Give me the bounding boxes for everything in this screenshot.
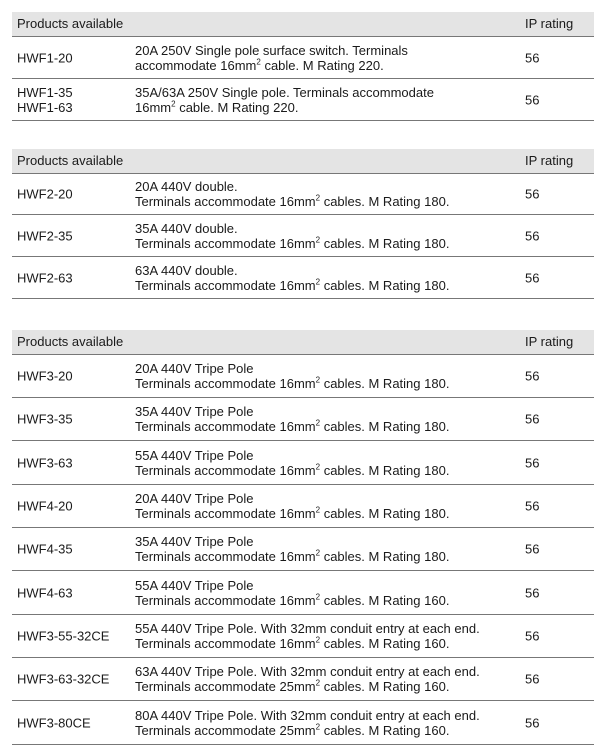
description-text: Terminals accommodate 16mm <box>135 419 316 434</box>
product-description <box>135 43 515 73</box>
products-table-1 <box>12 12 594 121</box>
description-text: cable. M Rating 220. <box>175 99 299 115</box>
description-text: cables. M Rating 180. <box>320 506 450 521</box>
product-code <box>17 629 109 644</box>
superscript-squared: 2 <box>315 678 321 688</box>
description-text: cables. M Rating 180. <box>320 376 450 391</box>
description-line <box>135 419 515 434</box>
product-code <box>17 412 73 427</box>
description-line <box>135 679 515 694</box>
description-line <box>135 278 515 293</box>
description-line <box>135 621 515 636</box>
table-row <box>12 571 594 615</box>
description-text: Terminals accommodate 16mm <box>135 235 316 251</box>
product-code <box>17 672 109 687</box>
product-description <box>135 708 515 738</box>
ip-rating-value: 56 <box>525 186 540 202</box>
table-row <box>12 615 594 658</box>
product-code <box>17 455 73 470</box>
description-text: cables. M Rating 180. <box>320 419 450 434</box>
description-text: 20A 440V Tripe Pole <box>135 491 254 506</box>
description-line <box>135 361 515 376</box>
product-code <box>17 499 73 514</box>
product-code-line: HWF2-63 <box>17 270 73 285</box>
product-code <box>17 715 91 730</box>
description-text: Terminals accommodate 16mm <box>135 277 316 293</box>
ip-rating-value: 56 <box>525 585 540 600</box>
product-code <box>17 187 73 202</box>
description-line <box>135 708 515 723</box>
superscript-squared: 2 <box>315 635 321 645</box>
product-code <box>17 542 73 557</box>
table-row <box>12 398 594 441</box>
description-text: Terminals accommodate 16mm <box>135 462 316 478</box>
product-code-line: HWF1-35 <box>17 84 73 100</box>
description-line <box>135 593 515 608</box>
product-description <box>135 491 515 521</box>
superscript-squared: 2 <box>315 505 321 515</box>
description-text: accommodate 16mm <box>135 57 257 73</box>
superscript-squared: 2 <box>315 592 321 602</box>
description-text: cables. M Rating 180. <box>320 277 450 293</box>
description-line <box>135 58 515 73</box>
ip-rating-value: 56 <box>525 92 540 107</box>
description-text: Terminals accommodate 16mm <box>135 376 316 391</box>
product-code <box>17 228 73 243</box>
description-line <box>135 448 515 463</box>
description-text: 20A 440V double. <box>135 179 238 194</box>
description-text: 35A 440V Tripe Pole <box>135 534 254 549</box>
description-text: 63A 440V double. <box>135 262 238 278</box>
product-code-line: HWF1-63 <box>17 99 73 115</box>
product-description <box>135 578 515 608</box>
product-code <box>17 50 73 65</box>
table-row <box>12 355 594 398</box>
product-code <box>17 270 73 285</box>
product-code-line: HWF2-20 <box>17 186 73 202</box>
product-code-line: HWF1-20 <box>17 50 73 65</box>
ip-rating-value: 56 <box>525 628 540 644</box>
product-code <box>17 585 73 600</box>
header-ip-rating: IP rating <box>525 334 574 349</box>
products-table-2 <box>12 149 594 299</box>
description-line <box>135 723 515 738</box>
description-text: Terminals accommodate 16mm <box>135 549 316 564</box>
table-row <box>12 441 594 485</box>
products-table-3 <box>12 330 594 745</box>
table-header <box>12 12 594 37</box>
description-text: 63A 440V Tripe Pole. With 32mm conduit entry at each end. <box>135 664 480 679</box>
superscript-squared: 2 <box>315 277 321 287</box>
ip-rating-value: 56 <box>525 50 540 65</box>
description-text: 20A 440V Tripe Pole <box>135 361 254 376</box>
superscript-squared: 2 <box>315 193 321 203</box>
header-products-available: Products available <box>17 16 124 31</box>
product-code-line: HWF3-63 <box>17 455 73 470</box>
description-line <box>135 636 515 651</box>
superscript-squared: 2 <box>315 722 321 732</box>
product-description <box>135 221 515 251</box>
superscript-squared: 2 <box>315 548 321 558</box>
description-line <box>135 194 515 209</box>
description-text: 35A 440V double. <box>135 220 238 236</box>
description-line <box>135 491 515 506</box>
description-line <box>135 506 515 521</box>
product-code-line: HWF2-35 <box>17 228 73 243</box>
description-text: cables. M Rating 160. <box>320 636 450 651</box>
description-text: 55A 440V Tripe Pole. With 32mm conduit entry at each end. <box>135 621 480 636</box>
superscript-squared: 2 <box>256 57 261 67</box>
description-text: Terminals accommodate 16mm <box>135 592 316 608</box>
ip-rating-value: 56 <box>525 228 540 243</box>
description-text: cables. M Rating 180. <box>320 235 450 251</box>
description-text: 20A 250V Single pole surface switch. Terminals <box>135 42 408 58</box>
description-text: Terminals accommodate 25mm <box>135 679 316 694</box>
product-code-line: HWF3-35 <box>17 411 73 427</box>
table-row <box>12 528 594 571</box>
description-text: cables. M Rating 160. <box>320 592 450 608</box>
product-description <box>135 404 515 434</box>
description-line <box>135 43 515 58</box>
description-text: Terminals accommodate 16mm <box>135 636 316 651</box>
superscript-squared: 2 <box>315 235 321 245</box>
description-text: 35A/63A 250V Single pole. Terminals accommodate <box>135 84 434 100</box>
description-text: Terminals accommodate 25mm <box>135 722 316 738</box>
table-row <box>12 485 594 528</box>
description-text: cables. M Rating 160. <box>320 679 450 694</box>
ip-rating-value: 56 <box>525 498 540 514</box>
table-row <box>12 37 594 79</box>
description-line <box>135 179 515 194</box>
description-text: cables. M Rating 180. <box>320 462 450 478</box>
ip-rating-value: 56 <box>525 541 540 557</box>
ip-rating-value: 56 <box>525 671 540 687</box>
product-code-line: HWF3-55-32CE <box>17 628 110 644</box>
product-description <box>135 179 515 209</box>
description-line <box>135 236 515 251</box>
description-line <box>135 463 515 478</box>
ip-rating-value: 56 <box>525 368 540 384</box>
ip-rating-value: 56 <box>525 411 540 427</box>
description-line <box>135 664 515 679</box>
description-text: 35A 440V Tripe Pole <box>135 404 254 419</box>
superscript-squared: 2 <box>171 99 176 109</box>
description-text: Terminals accommodate 16mm <box>135 194 316 209</box>
product-description <box>135 361 515 391</box>
description-text: 55A 440V Tripe Pole <box>135 447 254 463</box>
product-description <box>135 664 515 694</box>
product-description <box>135 621 515 651</box>
product-code-line: HWF3-80CE <box>17 715 91 730</box>
description-text: 16mm <box>135 99 172 115</box>
header-products-available: Products available <box>17 153 124 168</box>
header-ip-rating: IP rating <box>525 153 574 168</box>
ip-rating-value: 56 <box>525 270 540 285</box>
description-text: cables. M Rating 160. <box>320 722 450 738</box>
header-ip-rating: IP rating <box>525 16 574 31</box>
product-code-line: HWF4-35 <box>17 541 73 557</box>
table-row <box>12 701 594 745</box>
superscript-squared: 2 <box>315 418 321 428</box>
description-line <box>135 263 515 278</box>
table-row <box>12 215 594 257</box>
product-code-line: HWF4-20 <box>17 498 73 514</box>
table-header <box>12 149 594 174</box>
description-line <box>135 534 515 549</box>
product-code-line: HWF3-20 <box>17 368 73 384</box>
product-description <box>135 263 515 293</box>
description-text: cable. M Rating 220. <box>260 57 384 73</box>
product-code-line: HWF3-63-32CE <box>17 671 110 687</box>
product-code <box>17 85 73 115</box>
description-line <box>135 376 515 391</box>
table-row <box>12 79 594 121</box>
description-text: 55A 440V Tripe Pole <box>135 577 254 593</box>
description-text: cables. M Rating 180. <box>320 194 450 209</box>
description-line <box>135 578 515 593</box>
description-line <box>135 85 515 100</box>
table-header <box>12 330 594 355</box>
description-text: cables. M Rating 180. <box>320 549 450 564</box>
description-line <box>135 549 515 564</box>
description-line <box>135 404 515 419</box>
description-line <box>135 100 515 115</box>
product-description <box>135 85 515 115</box>
ip-rating-value: 56 <box>525 715 540 730</box>
description-line <box>135 221 515 236</box>
table-row <box>12 174 594 215</box>
description-text: Terminals accommodate 16mm <box>135 506 316 521</box>
header-products-available: Products available <box>17 334 124 349</box>
superscript-squared: 2 <box>315 375 321 385</box>
superscript-squared: 2 <box>315 462 321 472</box>
product-description <box>135 448 515 478</box>
product-code <box>17 369 73 384</box>
product-description <box>135 534 515 564</box>
ip-rating-value: 56 <box>525 455 540 470</box>
table-row <box>12 658 594 701</box>
product-code-line: HWF4-63 <box>17 585 73 600</box>
table-row <box>12 257 594 299</box>
description-text: 80A 440V Tripe Pole. With 32mm conduit entry at each end. <box>135 707 480 723</box>
